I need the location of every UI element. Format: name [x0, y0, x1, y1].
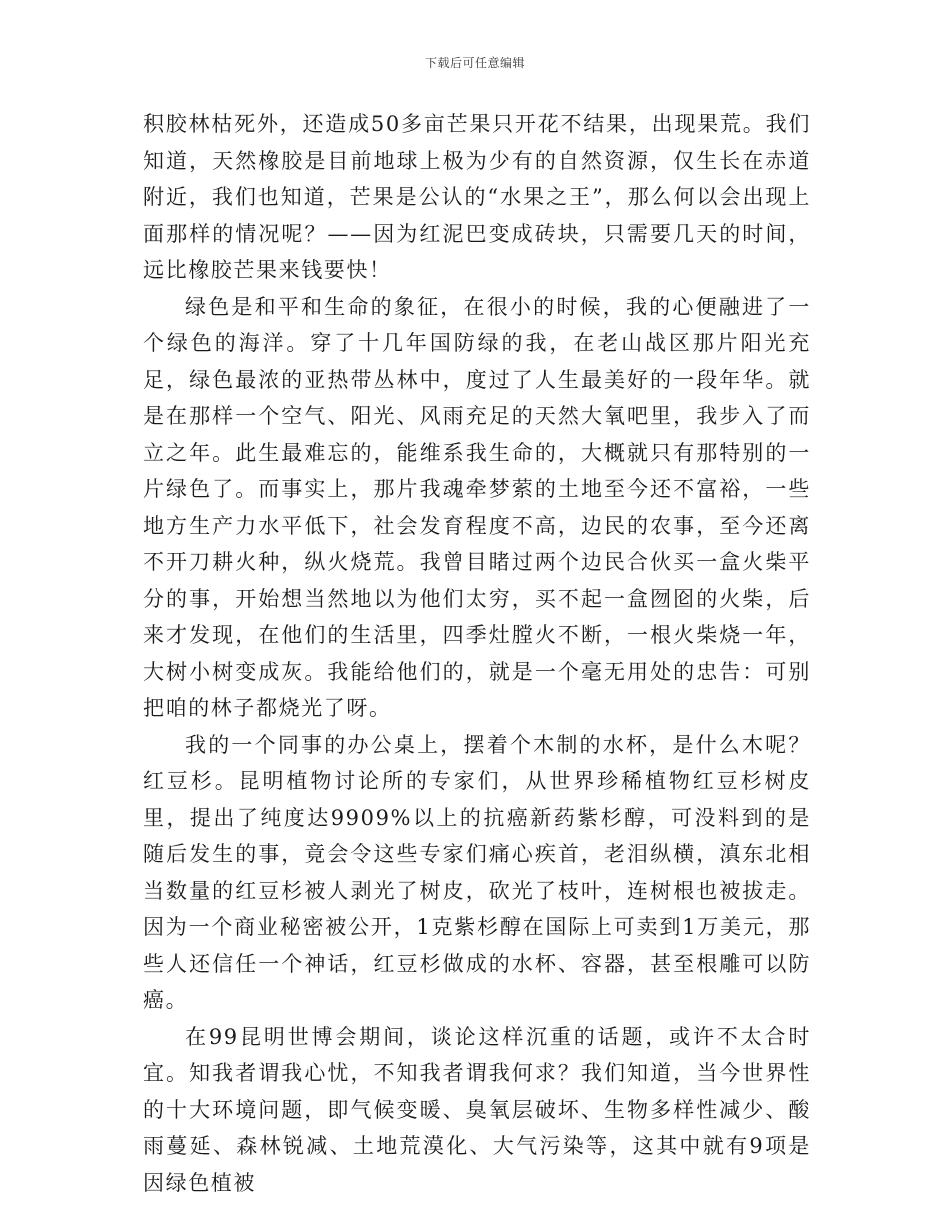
document-body [143, 106, 811, 1201]
paragraph: 我的一个同事的办公桌上，摆着个木制的水杯，是什么木呢？红豆杉。昆明植物讨论所的专家们，从世界珍稀植物红豆杉树皮里，提出了纯度达9909%以上的抗癌新药紫杉醇，可没料到的是随后发生的事，竟会令这些专家们痛心疾首，老泪纵横，滇东北相当数量的红豆杉被人剥光了树皮，砍光了枝叶，连树根也被拔走。因为一个商业秘密被公开，1克紫杉醇在国际上可卖到1万美元，那些人还信任一个神话，红豆杉做成的水杯、容器，甚至根雕可以防癌。 [143, 732, 811, 1012]
page-header: 下载后可任意编辑 [424, 56, 525, 70]
paragraph: 绿色是和平和生命的象征，在很小的时候，我的心便融进了一个绿色的海洋。穿了十几年国防绿的我，在老山战区那片阳光充足，绿色最浓的亚热带丛林中，度过了人生最美好的一段年华。就是在那样一个空气、阳光、风雨充足的天然大氧吧里，我步入了而立之年。此生最难忘的，能维系我生命的，大概就只有那特别的一片绿色了。而事实上，那片我魂牵梦萦的土地至今还不富裕，一些地方生产力水平低下，社会发育程度不高，边民的农事，至今还离不开刀耕火种，纵火烧荒。我曾目睹过两个边民合伙买一盒火柴平分的事，开始想当然地以为他们太穷，买不起一盒囫囵的火柴，后来才发现，在他们的生活里，四季灶膛火不断，一根火柴烧一年，大树小树变成灰。我能给他们的，就是一个毫无用处的忠告：可别把咱的林子都烧光了呀。 [143, 294, 811, 720]
paragraph: 积胶林枯死外，还造成50多亩芒果只开花不结果，出现果荒。我们知道，天然橡胶是目前地球上极为少有的自然资源，仅生长在赤道附近，我们也知道，芒果是公认的“水果之王”，那么何以会出现上面那样的情况呢？——因为红泥巴变成砖块，只需要几天的时间，远比橡胶芒果来钱要快！ [143, 112, 811, 282]
paragraph: 在99昆明世博会期间，谈论这样沉重的话题，或许不太合时宜。知我者谓我心忧，不知我者谓我何求？我们知道，当今世界性的十大环境问题，即气候变暖、臭氧层破坏、生物多样性减少、酸雨蔓延、森林锐减、土地荒漠化、大气污染等，这其中就有9项是因绿色植被 [143, 1024, 811, 1195]
